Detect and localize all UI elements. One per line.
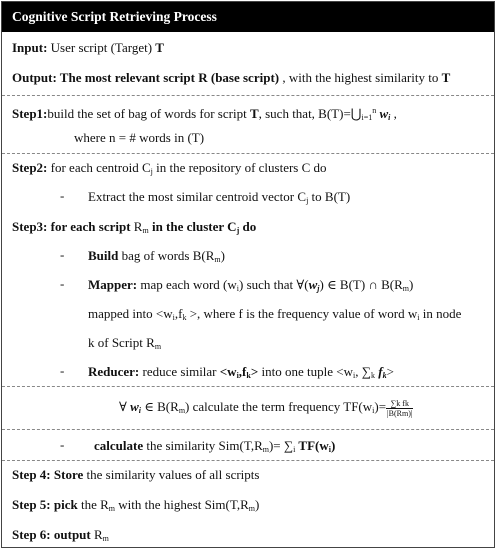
step6-sub: m bbox=[102, 534, 109, 543]
bullet-dash: - bbox=[60, 188, 65, 203]
mapped-text1: mapped into <w bbox=[88, 306, 173, 321]
step4-label: Step 4: bbox=[12, 467, 51, 482]
tf-mid2: ) calculate the term frequency TF(w bbox=[185, 399, 373, 414]
bullet-dash: - bbox=[60, 247, 65, 262]
step6-bold: output bbox=[50, 527, 91, 542]
mapper-text3: ) ∈ B(T) ∩ B(R bbox=[319, 277, 403, 292]
calc-sub: m bbox=[262, 445, 269, 454]
separator bbox=[2, 95, 494, 96]
mapper-text: map each word (w bbox=[137, 277, 237, 292]
reducer-sub4: k bbox=[371, 371, 375, 380]
step6-label: Step 6: bbox=[12, 527, 51, 542]
step2-sub: j bbox=[150, 167, 153, 176]
step3-head-r: R bbox=[130, 219, 143, 234]
kscript-line bbox=[88, 334, 161, 356]
step3-head2: in the cluster C bbox=[148, 219, 237, 234]
step1-text: build the set of bag of words for script bbox=[47, 106, 250, 121]
calc-tf: TF(w bbox=[295, 438, 329, 453]
mapper-wj: w bbox=[308, 277, 318, 292]
calc-text: the similarity Sim(T,R bbox=[143, 438, 263, 453]
calc-sub2: i bbox=[293, 445, 296, 454]
mapper-wj-sub: j bbox=[317, 284, 320, 293]
mapped-line bbox=[88, 305, 461, 327]
build-text: bag of words B(R bbox=[118, 248, 215, 263]
separator bbox=[2, 429, 494, 430]
step4-text: the similarity values of all scripts bbox=[83, 467, 260, 482]
step5-text3: ) bbox=[255, 497, 260, 512]
mapper-sub: i bbox=[236, 284, 239, 293]
output-label: Output: bbox=[12, 70, 57, 85]
step2-sub1 bbox=[88, 188, 350, 210]
reducer-sum: , ∑ bbox=[355, 364, 371, 379]
reducer-text2: into one tuple <w bbox=[258, 364, 353, 379]
step5-sub: m bbox=[108, 504, 116, 513]
kscript-text: k of Script R bbox=[88, 335, 155, 350]
step2-label: Step2: bbox=[12, 160, 48, 175]
step1-text2: , such that, B(T)= bbox=[258, 106, 351, 121]
output-line bbox=[12, 69, 450, 87]
step3-head: for each script bbox=[47, 219, 131, 234]
step3-line bbox=[12, 218, 256, 240]
step5-line bbox=[12, 496, 259, 518]
calc-end: ) bbox=[330, 438, 336, 453]
step3-label: Step3: bbox=[12, 219, 48, 234]
build-line bbox=[88, 247, 225, 269]
kscript-sub: m bbox=[154, 342, 162, 351]
tf-w: w bbox=[130, 399, 139, 414]
output-text2: , with the highest similarity to bbox=[279, 70, 442, 85]
reducer-line bbox=[88, 363, 394, 385]
reducer-text: reduce similar bbox=[139, 364, 220, 379]
calc-sub3: i bbox=[328, 445, 331, 454]
reducer-fk-sub: k bbox=[382, 371, 387, 380]
tf-mid-sub: m bbox=[178, 406, 186, 415]
separator bbox=[2, 460, 494, 461]
calc-line bbox=[94, 437, 335, 459]
mapped-sub1: i bbox=[172, 313, 175, 322]
input-line bbox=[12, 39, 164, 57]
output-paren: (base script) bbox=[207, 70, 280, 85]
union-upper: n bbox=[372, 106, 377, 115]
mapped-text2: ,f bbox=[174, 306, 183, 321]
step5-text: the R bbox=[77, 497, 109, 512]
mapper-sub2: m bbox=[402, 284, 409, 293]
tf-fraction bbox=[386, 399, 413, 418]
step1-tail: , bbox=[390, 106, 397, 121]
reducer-tuple3: > bbox=[250, 364, 259, 379]
step3-head-sub2: j bbox=[236, 226, 240, 235]
reducer-sub: i bbox=[236, 371, 239, 380]
reducer-fk: f bbox=[375, 364, 383, 379]
mapper-text2: ) such that ∀( bbox=[238, 277, 309, 292]
output-var: R bbox=[198, 70, 208, 85]
reducer-sub3: i bbox=[352, 371, 356, 380]
step4-line bbox=[12, 466, 259, 484]
step3-head-sub: m bbox=[142, 226, 149, 235]
step5-text2: with the highest Sim(T,R bbox=[115, 497, 249, 512]
step2-text: for each centroid C bbox=[47, 160, 151, 175]
step1-where: where n = # words in (T) bbox=[74, 130, 205, 145]
input-var: T bbox=[155, 40, 164, 55]
step5-sub2: m bbox=[248, 504, 255, 513]
algorithm-box bbox=[1, 1, 495, 548]
mapped-sub3: i bbox=[417, 313, 420, 322]
mapped-sub2: k bbox=[182, 313, 187, 322]
tf-mid-sub2: i bbox=[372, 406, 375, 415]
mapped-text3: >, where f is the frequency value of word w bbox=[186, 306, 418, 321]
step6-text: R bbox=[90, 527, 103, 542]
step2-sub1-text: Extract the most similar centroid vector C bbox=[88, 189, 307, 204]
tf-w-sub: i bbox=[138, 406, 142, 415]
tf-mid: ∈ B(R bbox=[141, 399, 179, 414]
mapper-text4: ) bbox=[408, 277, 414, 292]
step1-var: T bbox=[249, 106, 259, 121]
step2-text2: in the repository of clusters C do bbox=[152, 160, 327, 175]
build-label: Build bbox=[88, 248, 119, 263]
tf-mid3: )= bbox=[374, 399, 387, 414]
step3-head3: do bbox=[239, 219, 257, 234]
reducer-sub2: k bbox=[246, 371, 251, 380]
calc-label: calculate bbox=[94, 438, 144, 453]
build-sub: m bbox=[214, 255, 221, 264]
calc-text2: )= ∑ bbox=[268, 438, 294, 453]
step1-line bbox=[12, 102, 397, 127]
output-text1: The most relevant script bbox=[56, 70, 199, 85]
step6-line bbox=[12, 526, 109, 548]
input-text: User script (Target) bbox=[47, 40, 156, 55]
separator bbox=[2, 153, 494, 154]
reducer-tuple2: ,f bbox=[238, 364, 247, 379]
mapper-line bbox=[88, 276, 413, 298]
step5-label: Step 5: bbox=[12, 497, 51, 512]
step2-sub1-post: to B(T) bbox=[308, 189, 351, 204]
step2-sub1-sub: j bbox=[306, 196, 309, 205]
build-end: ) bbox=[220, 248, 225, 263]
wi-symbol: w bbox=[379, 106, 389, 121]
tf-line bbox=[119, 398, 413, 420]
input-label: Input: bbox=[12, 40, 48, 55]
bullet-dash: - bbox=[60, 437, 65, 452]
union-lower: i=1 bbox=[361, 113, 373, 122]
step5-bold: pick bbox=[50, 497, 78, 512]
step1-label: Step1: bbox=[12, 106, 48, 121]
tf-numerator: ∑k fk bbox=[386, 399, 413, 409]
mapped-text4: in node bbox=[419, 306, 462, 321]
bullet-dash: - bbox=[60, 276, 65, 291]
mapper-label: Mapper: bbox=[88, 277, 138, 292]
tf-forall: ∀ bbox=[119, 399, 131, 414]
reducer-label: Reducer: bbox=[88, 364, 140, 379]
step4-bold: Store bbox=[50, 467, 84, 482]
separator bbox=[2, 386, 494, 387]
union-symbol: ⋃ bbox=[350, 106, 362, 121]
output-var2: T bbox=[441, 70, 451, 85]
reducer-tuple: <w bbox=[219, 364, 237, 379]
reducer-end: > bbox=[386, 364, 394, 379]
step2-line bbox=[12, 159, 327, 181]
tf-denominator: |B(Rm)| bbox=[387, 408, 413, 418]
bullet-dash: - bbox=[60, 363, 65, 378]
algorithm-title: Cognitive Script Retrieving Process bbox=[2, 2, 494, 32]
wi-sub: i bbox=[388, 113, 391, 122]
